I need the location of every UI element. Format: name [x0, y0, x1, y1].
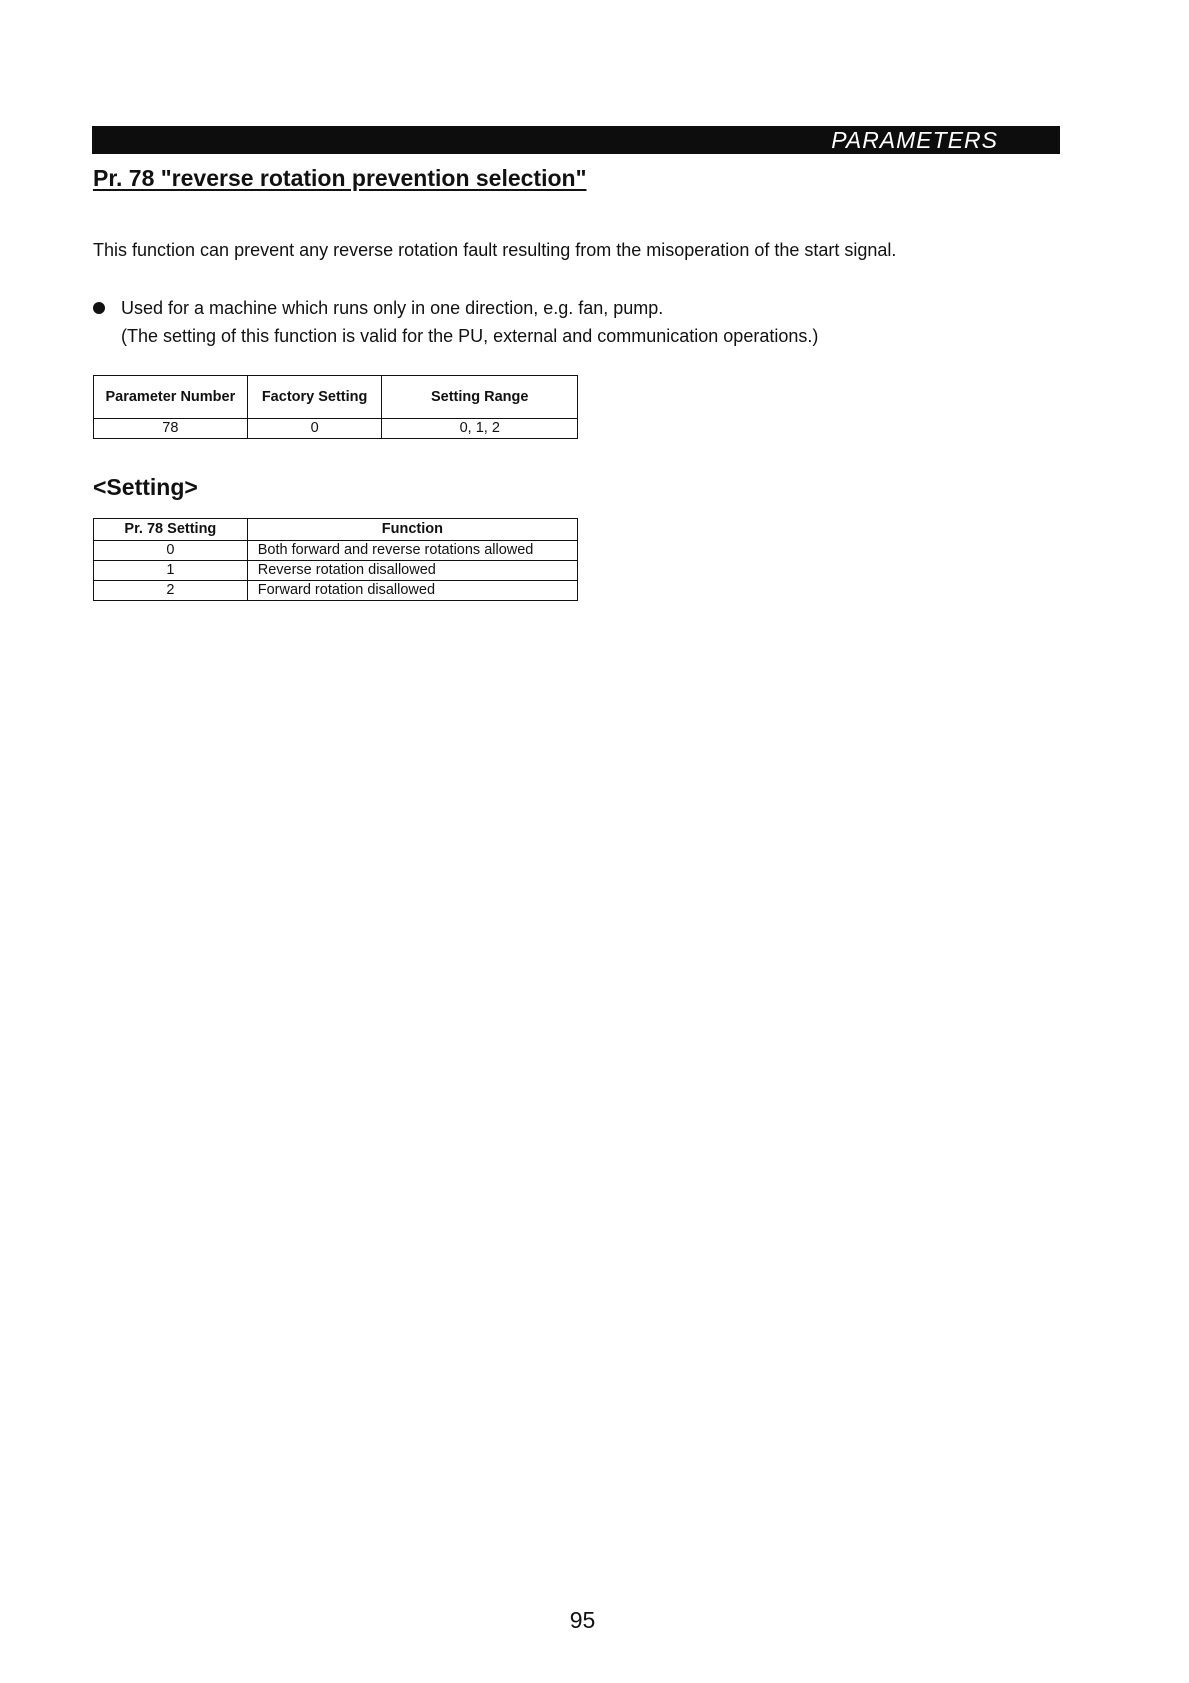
usage-bullet [93, 294, 818, 350]
table-row [94, 561, 578, 581]
header-factory-setting: Factory Setting [247, 376, 382, 419]
table-row [94, 419, 578, 439]
cell-function: Both forward and reverse rotations allowed [247, 541, 577, 561]
table-row [94, 581, 578, 601]
section-label: PARAMETERS [831, 127, 998, 153]
header-parameter-number: Parameter Number [94, 376, 248, 419]
setting-heading: <Setting> [93, 474, 198, 500]
cell-setting-value: 2 [94, 581, 248, 601]
table-row [94, 541, 578, 561]
cell-setting-value: 1 [94, 561, 248, 581]
cell-function: Forward rotation disallowed [247, 581, 577, 601]
table-header-row [94, 519, 578, 541]
table-header-row [94, 376, 578, 419]
bullet-line-1: Used for a machine which runs only in one direction, e.g. fan, pump. [121, 298, 664, 318]
cell-setting-range: 0, 1, 2 [382, 419, 578, 439]
cell-function: Reverse rotation disallowed [247, 561, 577, 581]
header-setting-range: Setting Range [382, 376, 578, 419]
setting-table [93, 518, 578, 601]
header-function: Function [247, 519, 577, 541]
bullet-dot-icon [93, 302, 105, 314]
cell-parameter-number: 78 [94, 419, 248, 439]
section-header-bar [92, 126, 1060, 154]
cell-factory-setting: 0 [247, 419, 382, 439]
bullet-line-2: (The setting of this function is valid for the PU, external and communication operations.) [121, 326, 819, 346]
parameter-table [93, 375, 578, 439]
page-title: Pr. 78 "reverse rotation prevention selection" [93, 165, 587, 191]
intro-text: This function can prevent any reverse rotation fault resulting from the misoperation of the start signal. [93, 240, 897, 260]
page-number: 95 [569, 1607, 596, 1633]
cell-setting-value: 0 [94, 541, 248, 561]
header-pr78-setting: Pr. 78 Setting [94, 519, 248, 541]
